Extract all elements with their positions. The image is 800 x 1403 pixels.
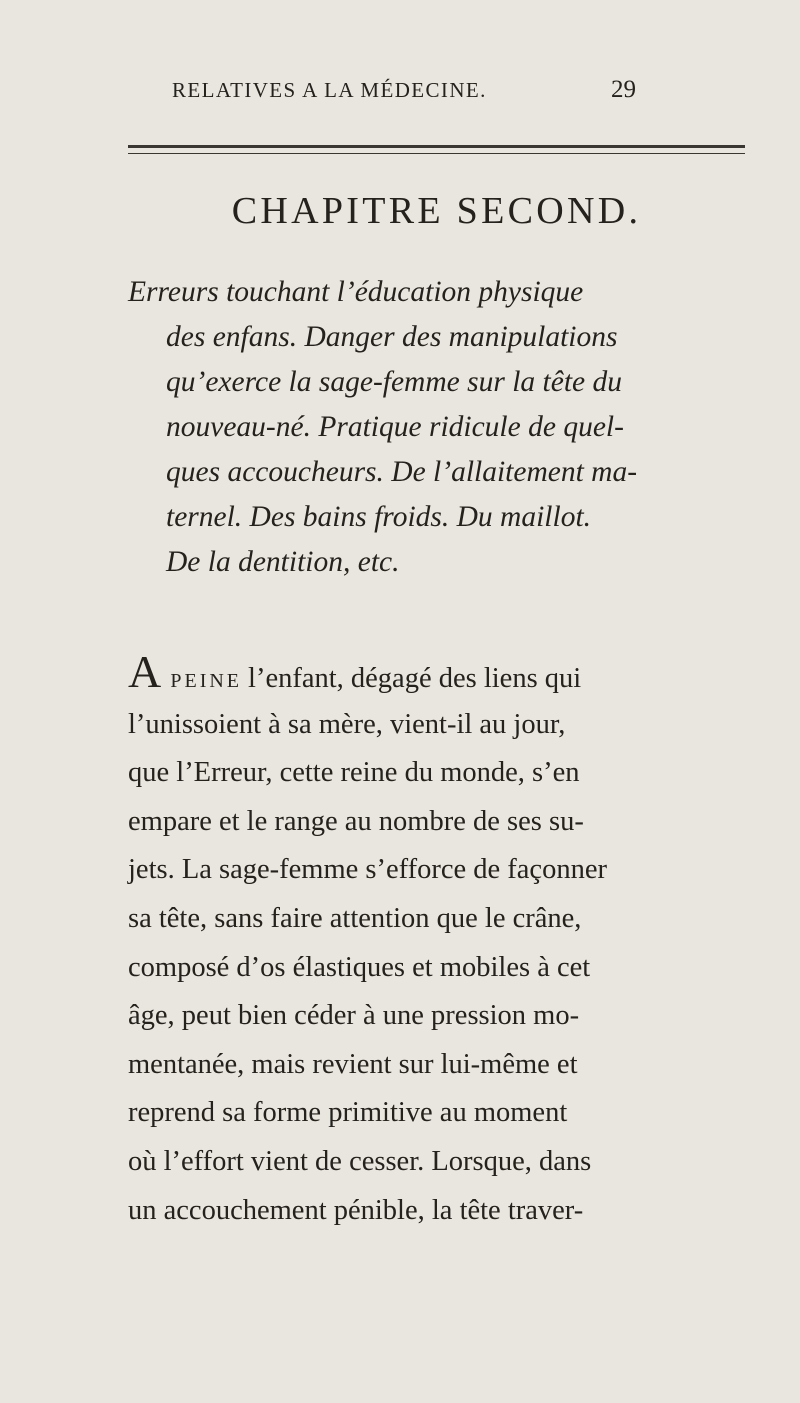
drop-cap: A <box>128 646 164 697</box>
running-title: RELATIVES A LA MÉDECINE. <box>172 78 487 102</box>
summary-line: qu’exerce la sage-femme sur la tête du <box>166 366 622 398</box>
body-line: reprend sa forme primitive au moment <box>128 1097 568 1129</box>
body-line: composé d’os élastiques et mobiles à cet <box>128 951 591 983</box>
body-line: âge, peut bien céder à une pression mo- <box>128 1000 580 1032</box>
header-rule-thin <box>128 153 745 154</box>
small-caps-word: PEINE <box>170 670 243 692</box>
body-first-line <box>128 646 748 701</box>
summary-line: des enfans. Danger des manipulations <box>166 321 618 353</box>
header-rule-thick <box>128 145 745 148</box>
body-line: sa tête, sans faire attention que le crâne, <box>128 902 582 934</box>
body-line: un accouchement pénible, la tête traver- <box>128 1194 584 1226</box>
body-line: où l’effort vient de cesser. Lorsque, dans <box>128 1145 592 1177</box>
body-line: mentanée, mais revient sur lui-même et <box>128 1048 578 1080</box>
body-line: que l’Erreur, cette reine du monde, s’en <box>128 757 580 789</box>
body-line: empare et le range au nombre de ses su- <box>128 805 584 837</box>
body-paragraph <box>128 646 748 1235</box>
summary-line: ques accoucheurs. De l’allaitement ma- <box>166 456 638 488</box>
summary-line: De la dentition, etc. <box>166 546 400 578</box>
chapter-title: CHAPITRE SECOND. <box>231 190 642 232</box>
body-line: l’unissoient à sa mère, vient-il au jour, <box>128 708 566 740</box>
chapter-summary <box>128 270 748 585</box>
running-head <box>0 78 800 108</box>
summary-line: ternel. Des bains froids. Du maillot. <box>166 501 592 533</box>
first-line-text: l’enfant, dégagé des liens qui <box>248 663 582 694</box>
page-number: 29 <box>611 76 636 103</box>
summary-line: nouveau-né. Pratique ridicule de quel- <box>166 411 624 443</box>
body-line: jets. La sage-femme s’efforce de façonner <box>128 854 607 886</box>
summary-line: Erreurs touchant l’éducation physique <box>128 276 584 308</box>
